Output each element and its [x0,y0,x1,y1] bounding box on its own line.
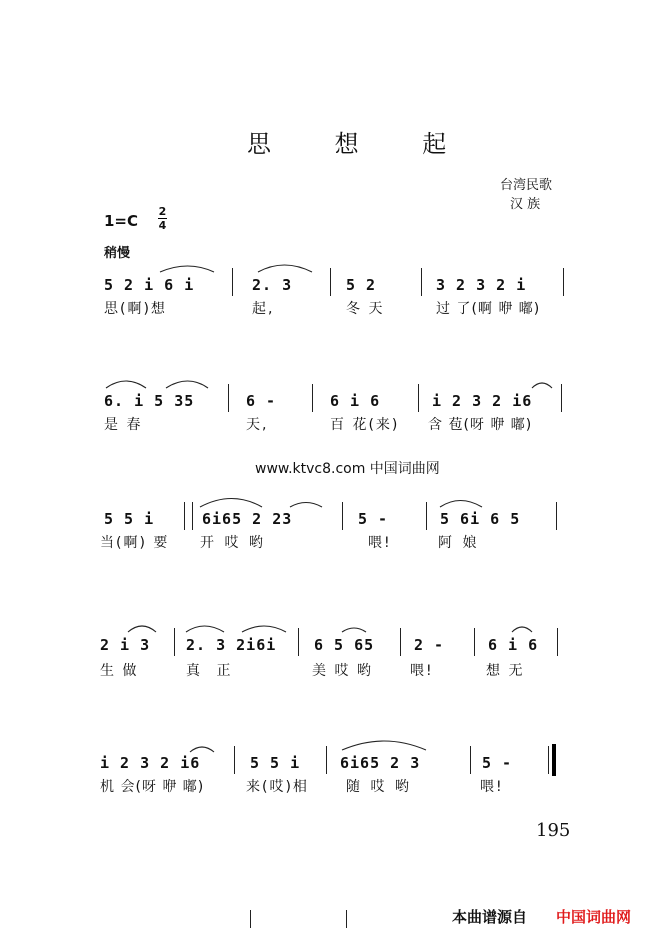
row4-measure4-lyrics: 喂! [410,663,434,679]
row1-measure1-lyrics: 思(啊)想 [104,301,167,317]
tempo-marking: 稍慢 [104,246,131,261]
row4-measure5-notes: 6 i 6 [488,636,539,654]
origin-line-2: 汉 族 [510,197,541,212]
key-signature: 1=C [104,212,139,230]
row4-measure1-lyrics: 生 做 [100,663,139,679]
row3-measure4-notes: 5 6i 6 5 [440,510,521,528]
row4-measure4-notes: 2 - [414,636,445,654]
row5-measure2-notes: 5 5 i [250,754,301,772]
row4-measure2-notes: 2. 3 2i6i [186,636,277,654]
row2-measure3-notes: 6 i 6 [330,392,381,410]
meter-bottom: 4 [158,219,167,232]
meter-top: 2 [158,205,167,218]
row2-measure4-notes: i 2 3 2 i6 [432,392,533,410]
row2-measure2-notes: 6 - [246,392,277,410]
page-number: 195 [536,820,571,841]
row5-measure1-lyrics: 机 会(呀 咿 嘟) [100,779,205,795]
row5-measure4-lyrics: 喂! [480,779,504,795]
row3-measure3-lyrics: 喂! [368,535,392,551]
row2-measure2-lyrics: 天, [246,417,269,433]
row3-measure3-notes: 5 - [358,510,389,528]
row2-measure1-lyrics: 是 春 [104,417,143,433]
row2-measure3-lyrics: 百 花(来) [330,417,400,433]
row4-measure2-lyrics: 真 正 [186,663,237,679]
row5-measure2-lyrics: 来(哎)相 [246,779,309,795]
row3-measure4-lyrics: 阿 娘 [438,535,480,551]
origin-line-1: 台湾民歌 [500,178,553,193]
row5-measure3-lyrics: 随 哎 哟 [346,779,412,795]
row1-measure1-notes: 5 2 i 6 i [104,276,195,294]
footer-source-label: 本曲谱源自 [452,908,528,926]
song-origin [500,176,552,214]
row2-measure4-lyrics: 含 苞(呀 咿 嘟) [428,417,533,433]
row4-measure1-notes: 2 i 3 [100,636,151,654]
row3-measure2-lyrics: 开 哎 哟 [200,535,266,551]
row1-measure4-lyrics: 过 了(啊 咿 嘟) [436,301,541,317]
row3-measure1-notes: 5 5 i [104,510,155,528]
row4-measure5-lyrics: 想 无 [486,663,525,679]
row1-measure2-lyrics: 起, [252,301,275,317]
row4-measure3-notes: 6 5 65 [314,636,375,654]
row1-measure4-notes: 3 2 3 2 i [436,276,527,294]
row3-measure2-notes: 6i65 2 23 [202,510,293,528]
row2-measure1-notes: 6. i 5 35 [104,392,195,410]
row3-measure1-lyrics: 当(啊) 要 [100,535,170,551]
time-signature [158,206,167,231]
row4-measure3-lyrics: 美 哎 哟 [312,663,373,679]
row5-measure4-notes: 5 - [482,754,513,772]
footer-site-link[interactable]: 中国词曲网 [556,908,632,926]
watermark-text: www.ktvc8.com 中国词曲网 [255,461,440,477]
row5-measure3-notes: 6i65 2 3 [340,754,421,772]
song-title: 思 想 起 [247,130,475,158]
row1-measure3-notes: 5 2 [346,276,377,294]
row1-measure2-notes: 2. 3 [252,276,293,294]
row1-measure3-lyrics: 冬 天 [346,301,385,317]
row5-measure1-notes: i 2 3 2 i6 [100,754,201,772]
